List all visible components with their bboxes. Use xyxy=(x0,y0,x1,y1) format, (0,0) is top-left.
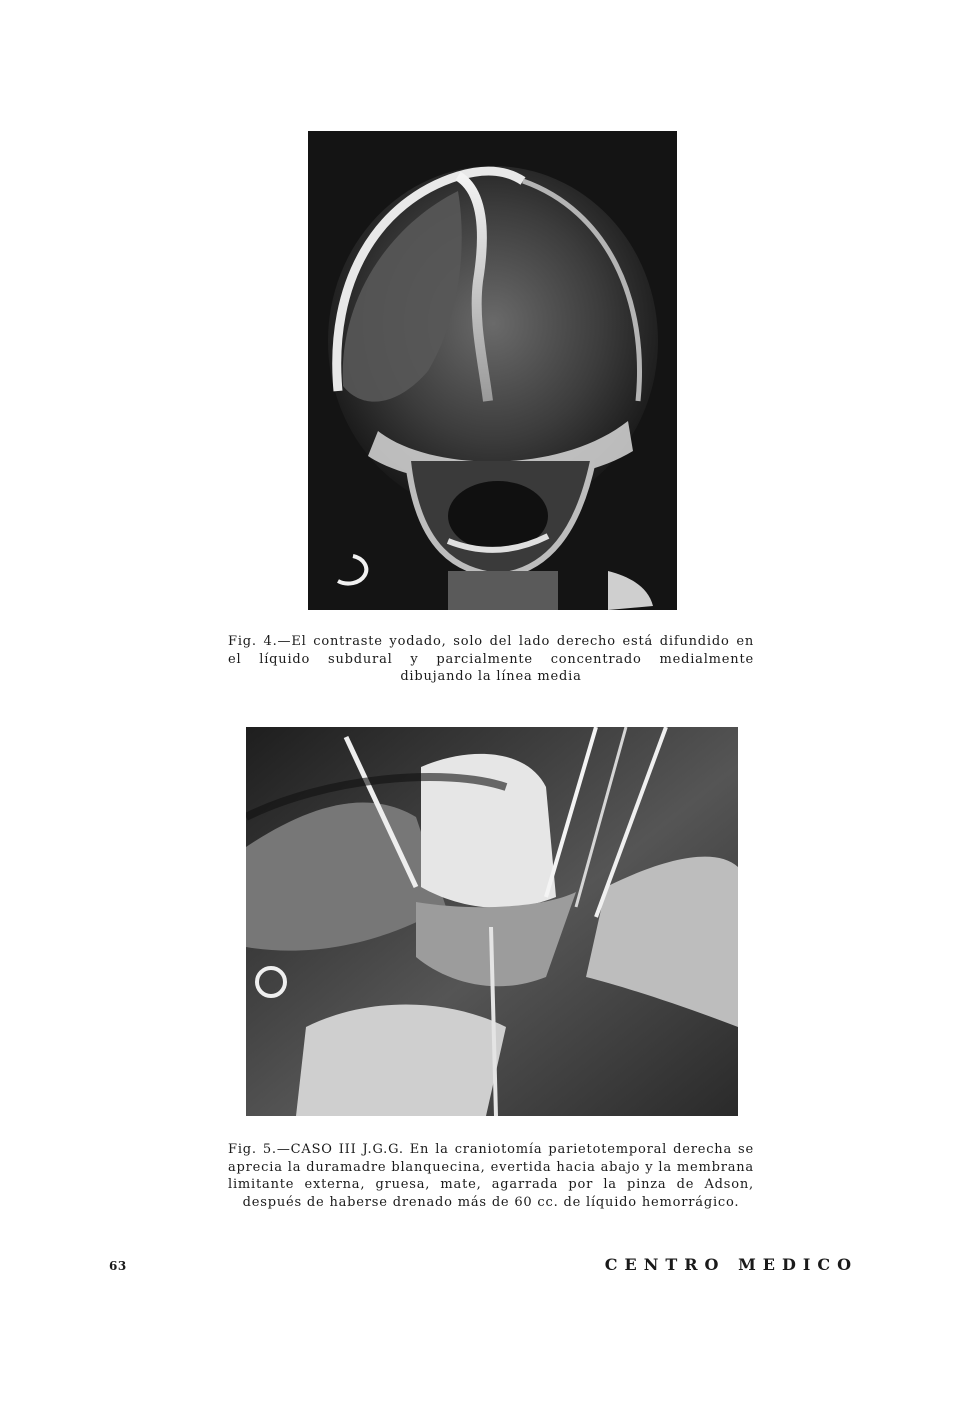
journal-name: CENTRO MEDICO xyxy=(604,1255,858,1274)
figure-5-surgical-photo xyxy=(246,727,738,1116)
figure-5-caption: Fig. 5.—CASO III J.G.G. En la craniotomía parietotemporal derecha se aprecia la duramadre blanquecina, evertida hacia abajo y la membrana limitante externa, gruesa, mate, agarrada por la pinza de Adson, después de haberse drenado más de 60 cc. de líquido hemorrágico. xyxy=(228,1142,754,1210)
figure-4-caption: Fig. 4.—El contraste yodado, solo del lado derecho está difundido en el líquido subdural y parcialmente concentrado medialmente dibujando la línea media xyxy=(228,634,754,684)
page-number: 63 xyxy=(109,1259,127,1273)
figure-4-xray-image xyxy=(308,131,677,610)
